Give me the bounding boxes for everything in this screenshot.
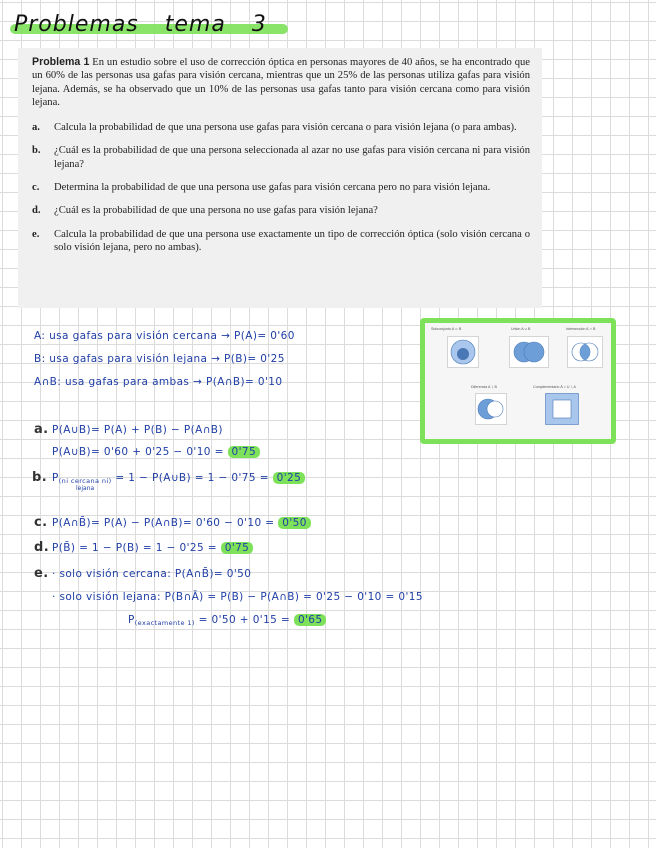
note-c-text: P(A∩B̄)= P(A) − P(A∩B)= 0'60 − 0'10 = [52,517,275,529]
note-d-line [52,542,253,554]
answer-highlight-e: 0'65 [294,614,327,626]
venn-title-intersection: Intersección A ∩ B [566,327,596,331]
note-e-p: P [128,614,135,626]
problem-item-d [32,204,530,217]
note-b-rest: = 1 − P(A∪B) = 1 − 0'75 = [115,472,269,484]
answer-highlight-d: 0'75 [221,542,254,554]
problem-item-b [32,144,530,171]
problem-label: Problema 1 [32,56,90,68]
note-b-subscript2: lejana [76,485,95,492]
item-letter: b. [32,145,41,157]
item-text: Calcula la probabilidad de que una persona use exactamente un tipo de corrección óptica (solo visión cercana o solo visión lejana, pero no ambas). [54,228,530,253]
note-b-p: P [52,472,59,484]
venn-title-difference: Diferencia A ∖ B [471,385,497,389]
page-title [10,10,290,40]
venn-diagram-panel [420,318,616,444]
venn-difference-diagram [475,393,507,425]
item-text: Calcula la probabilidad de que una persona use gafas para visión cercana o para visión lejana (o para ambas). [54,122,517,134]
note-def-ab: A∩B: usa gafas para ambas → P(A∩B)= 0'10 [34,376,283,388]
problem-item-e [32,228,530,255]
answer-highlight-c: 0'50 [278,517,311,529]
item-letter: e. [32,228,40,240]
venn-complement-diagram [545,393,579,425]
note-e-line2: · solo visión lejana: P(B∩Ā) = P(B) − P(A∩B) = 0'25 − 0'10 = 0'15 [52,591,423,603]
note-e-line1: · solo visión cercana: P(A∩B̄)= 0'50 [52,568,252,580]
note-b-subscript: (ni cercana ni) [58,477,112,485]
venn-title-complement: Complementario Ā = U ∖ A [533,385,576,389]
venn-union-diagram [509,336,549,368]
venn-title-subset: Subconjunto A ⊂ B [431,327,462,331]
note-b-line [52,472,305,485]
note-a-line2 [52,446,260,458]
note-c-line [52,517,311,529]
item-text: ¿Cuál es la probabilidad de que una persona no use gafas para visión lejana? [54,205,378,217]
venn-title-union: Unión A ∪ B [511,327,531,331]
item-letter: c. [32,182,40,194]
problem-intro-text: En un estudio sobre el uso de corrección óptica en personas mayores de 40 años, se ha encontrado que un 60% de las personas usa gafas para visión cercana, mientras que un 25% de las personas utiliza gafas para visión lejana. Además, se ha observado que un 10% de las personas usa gafas tanto para visión cercana como para visión lejana. [32,57,530,108]
title-word-1: Problemas [14,12,139,37]
problem-statement [18,48,542,308]
item-text: ¿Cuál es la probabilidad de que una persona seleccionada al azar no use gafas para visión cercana ni para visión lejana? [54,145,530,170]
title-word-3: 3 [251,12,267,37]
venn-intersection-diagram [567,336,603,368]
venn-subset-diagram [447,336,479,368]
item-letter: a. [32,122,40,134]
note-d-text: P(B̄) = 1 − P(B) = 1 − 0'25 = [52,542,217,554]
note-def-a: A: usa gafas para visión cercana → P(A)= 0'60 [34,330,295,342]
title-text [14,12,267,37]
answer-highlight-b: 0'25 [273,472,306,484]
title-word-2: tema [164,12,226,37]
note-e-letter: e. [34,566,49,581]
note-e-rest: = 0'50 + 0'15 = [198,614,291,626]
note-c-letter: c. [34,515,48,530]
note-def-b: B: usa gafas para visión lejana → P(B)= 0'25 [34,353,285,365]
note-d-letter: d. [34,540,50,555]
problem-item-a [32,121,530,134]
problem-intro [32,56,530,109]
answer-highlight-a: 0'75 [228,446,261,458]
note-a-letter: a. [34,422,49,437]
note-a-line2-text: P(A∪B)= 0'60 + 0'25 − 0'10 = [52,446,224,458]
item-letter: d. [32,205,41,217]
note-b-letter: b. [32,470,48,485]
note-e-line3 [128,614,326,627]
note-e-subscript: (exactamente 1) [134,619,195,627]
problem-items [32,121,530,254]
problem-item-c [32,181,530,194]
item-text: Determina la probabilidad de que una persona use gafas para visión cercana pero no para visión lejana. [54,182,491,194]
note-a-line1: P(A∪B)= P(A) + P(B) − P(A∩B) [52,424,223,436]
